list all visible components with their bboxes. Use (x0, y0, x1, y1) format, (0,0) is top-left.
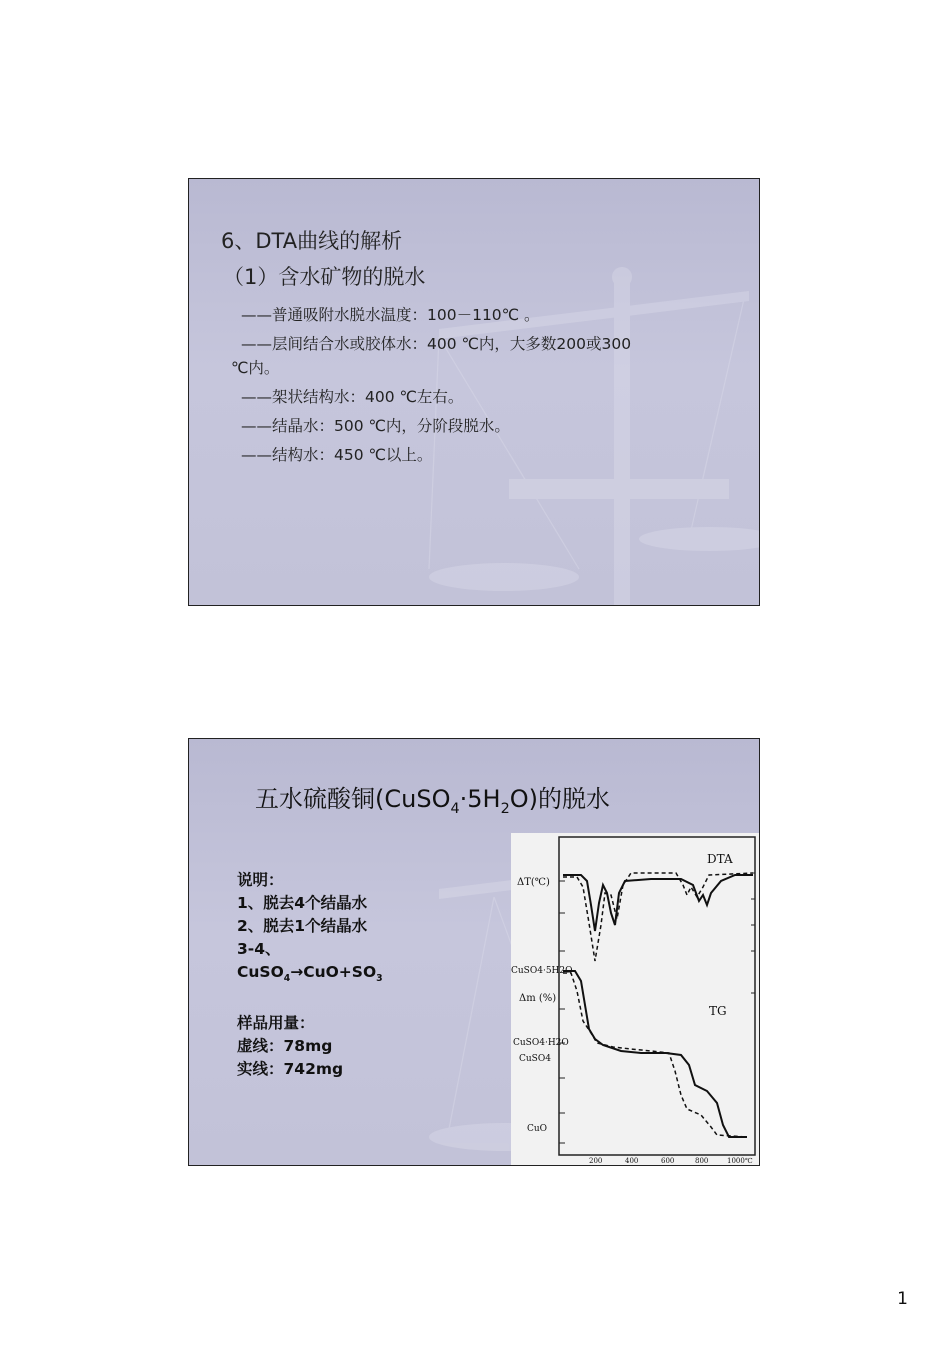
note-step-3: 3-4、 (237, 940, 281, 958)
svg-text:1000℃: 1000℃ (727, 1157, 753, 1165)
list-item: ——层间结合水或胶体水：400 ℃内，大多数200或300 (241, 335, 632, 353)
slide-title: 6、DTA曲线的解析 (221, 229, 403, 253)
list-item: ℃内。 (231, 359, 280, 377)
page-number: 1 (897, 1289, 908, 1309)
note-label: 说明： (237, 871, 284, 889)
list-item: ——架状结构水：400 ℃左右。 (241, 388, 464, 406)
dta-label: DTA (707, 852, 733, 866)
list-item: ——结构水：450 ℃以上。 (241, 446, 433, 464)
tg-label: TG (709, 1004, 727, 1018)
slide-title: 五水硫酸铜$(CuSO_4\cdot 5H_2O)$的脱水 (255, 785, 610, 817)
svg-text:400: 400 (625, 1157, 639, 1165)
slide-cuso4-dehydration (188, 738, 760, 1166)
cuo-label: CuO (527, 1124, 548, 1134)
solid-sample: 实线：742mg (237, 1060, 344, 1079)
delta-m-label: Δm (%) (519, 993, 557, 1004)
cuso4-h2o-label: CuSO4·H2O (513, 1038, 569, 1048)
cuso4-5h2o-label: CuSO4·5H2O (511, 966, 573, 976)
note-step-2: 2、脱去1个结晶水 (237, 917, 368, 935)
list-item: ——普通吸附水脱水温度：100－110℃ 。 (241, 306, 540, 324)
slide-dta-analysis (188, 178, 760, 606)
dehydration-list (231, 303, 711, 472)
cuso4-label: CuSO4 (519, 1054, 551, 1064)
svg-text:800: 800 (695, 1157, 709, 1165)
dashed-sample: 虚线：78mg (237, 1037, 333, 1056)
explanation-block (237, 869, 383, 1081)
slide-subtitle: （1）含水矿物的脱水 (223, 265, 426, 289)
list-item: ——结晶水：500 ℃内，分阶段脱水。 (241, 417, 510, 435)
svg-text:200: 200 (589, 1157, 603, 1165)
note-step-1: 1、脱去4个结晶水 (237, 894, 368, 912)
sample-label: 样品用量： (237, 1014, 315, 1033)
reaction-equation: $CuSO_4\to CuO+SO_3$ (237, 963, 383, 985)
dta-tg-chart-image (511, 833, 759, 1165)
svg-text:600: 600 (661, 1157, 675, 1165)
delta-t-label: ΔT(℃) (517, 877, 550, 888)
